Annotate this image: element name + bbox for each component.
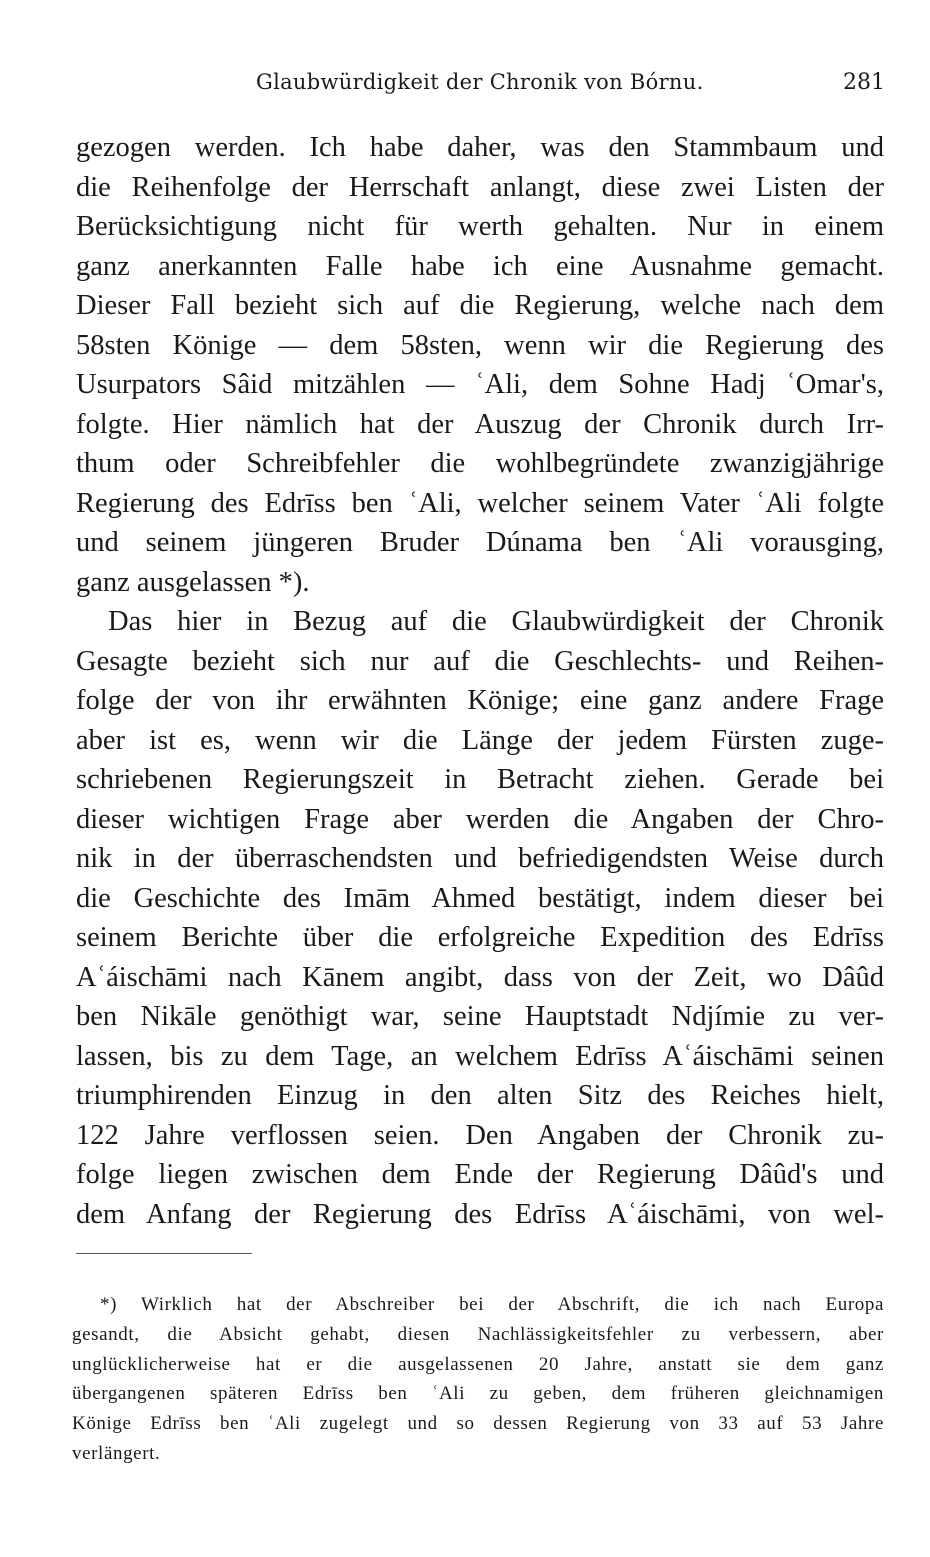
text-line: Berücksichtigung nicht für werth gehalten. Nur in einem <box>76 211 884 242</box>
footnote-line: übergangenen späteren Edrīss ben ʿAli zu geben, dem früheren gleichnamigen <box>72 1383 884 1405</box>
text-line: Regierung des Edrīss ben ʿAli, welcher seinem Vater ʿAli folgte <box>76 487 884 519</box>
text-line: lassen, bis zu dem Tage, an welchem Edrīss Aʿáischāmi seinen <box>76 1040 884 1072</box>
footnote-line: unglücklicherweise hat er die ausgelassenen 20 Jahre, anstatt sie dem ganz <box>72 1353 884 1375</box>
text-line: folgte. Hier nämlich hat der Auszug der Chronik durch Irr- <box>76 408 884 440</box>
text-line: nik in der überraschendsten und befriedigendsten Weise durch <box>76 843 884 874</box>
body-text <box>76 128 884 1234</box>
text-line: folge der von ihr erwähnten Könige; eine ganz andere Frage <box>76 685 884 716</box>
text-line: dieser wichtigen Frage aber werden die Angaben der Chro- <box>76 803 884 835</box>
text-line: die Reihenfolge der Herrschaft anlangt, diese zwei Listen der <box>76 171 884 203</box>
text-line: aber ist es, wenn wir die Länge der jedem Fürsten zuge- <box>76 724 884 756</box>
text-line: triumphirenden Einzug in den alten Sitz des Reiches hielt, <box>76 1080 884 1111</box>
text-line: dem Anfang der Regierung des Edrīss Aʿáischāmi, von wel- <box>76 1198 884 1230</box>
text-line: 122 Jahre verflossen seien. Den Angaben der Chronik zu- <box>76 1119 884 1151</box>
footnote-line: gesandt, die Absicht gehabt, diesen Nachlässigkeitsfehler zu verbessern, aber <box>72 1323 884 1345</box>
page-number: 281 <box>843 70 885 95</box>
text-line: Das hier in Bezug auf die Glaubwürdigkeit der Chronik <box>108 606 884 637</box>
text-line: Gesagte bezieht sich nur auf die Geschlechts- und Reihen- <box>76 645 884 677</box>
footnote-line: Könige Edrīss ben ʿAli zugelegt und so dessen Regierung von 33 auf 53 Jahre <box>72 1413 884 1435</box>
footnote-separator <box>76 1253 252 1254</box>
text-line: und seinem jüngeren Bruder Dúnama ben ʿAli vorausging, <box>76 527 884 558</box>
text-line: ben Nikāle genöthigt war, seine Hauptstadt Ndjímie zu ver- <box>76 1001 884 1032</box>
text-line: Usurpators Sâid mitzählen — ʿAli, dem Sohne Hadj ʿOmar's, <box>76 369 884 400</box>
running-title: Glaubwürdigkeit der Chronik von Bórnu. <box>256 70 704 94</box>
text-line: ganz anerkannten Falle habe ich eine Ausnahme gemacht. <box>76 250 884 282</box>
footnote-line: *) Wirklich hat der Abschreiber bei der Abschrift, die ich nach Europa <box>100 1294 884 1315</box>
footnote <box>72 1290 884 1469</box>
text-line: Aʿáischāmi nach Kānem angibt, dass von der Zeit, wo Dâûd <box>76 961 884 993</box>
text-line: folge liegen zwischen dem Ende der Regierung Dâûd's und <box>76 1159 884 1190</box>
text-line: Dieser Fall bezieht sich auf die Regierung, welche nach dem <box>76 290 884 321</box>
text-line: die Geschichte des Imām Ahmed bestätigt, indem dieser bei <box>76 882 884 914</box>
text-line: thum oder Schreibfehler die wohlbegründete zwanzigjährige <box>76 448 884 479</box>
text-line: schriebenen Regierungszeit in Betracht ziehen. Gerade bei <box>76 764 884 795</box>
footnote-line: verlängert. <box>72 1442 161 1464</box>
text-line: gezogen werden. Ich habe daher, was den Stammbaum und <box>76 132 884 163</box>
text-line: ganz ausgelassen *). <box>76 566 310 598</box>
text-line: seinem Berichte über die erfolgreiche Expedition des Edrīss <box>76 922 884 953</box>
text-line: 58sten Könige — dem 58sten, wenn wir die Regierung des <box>76 329 884 361</box>
